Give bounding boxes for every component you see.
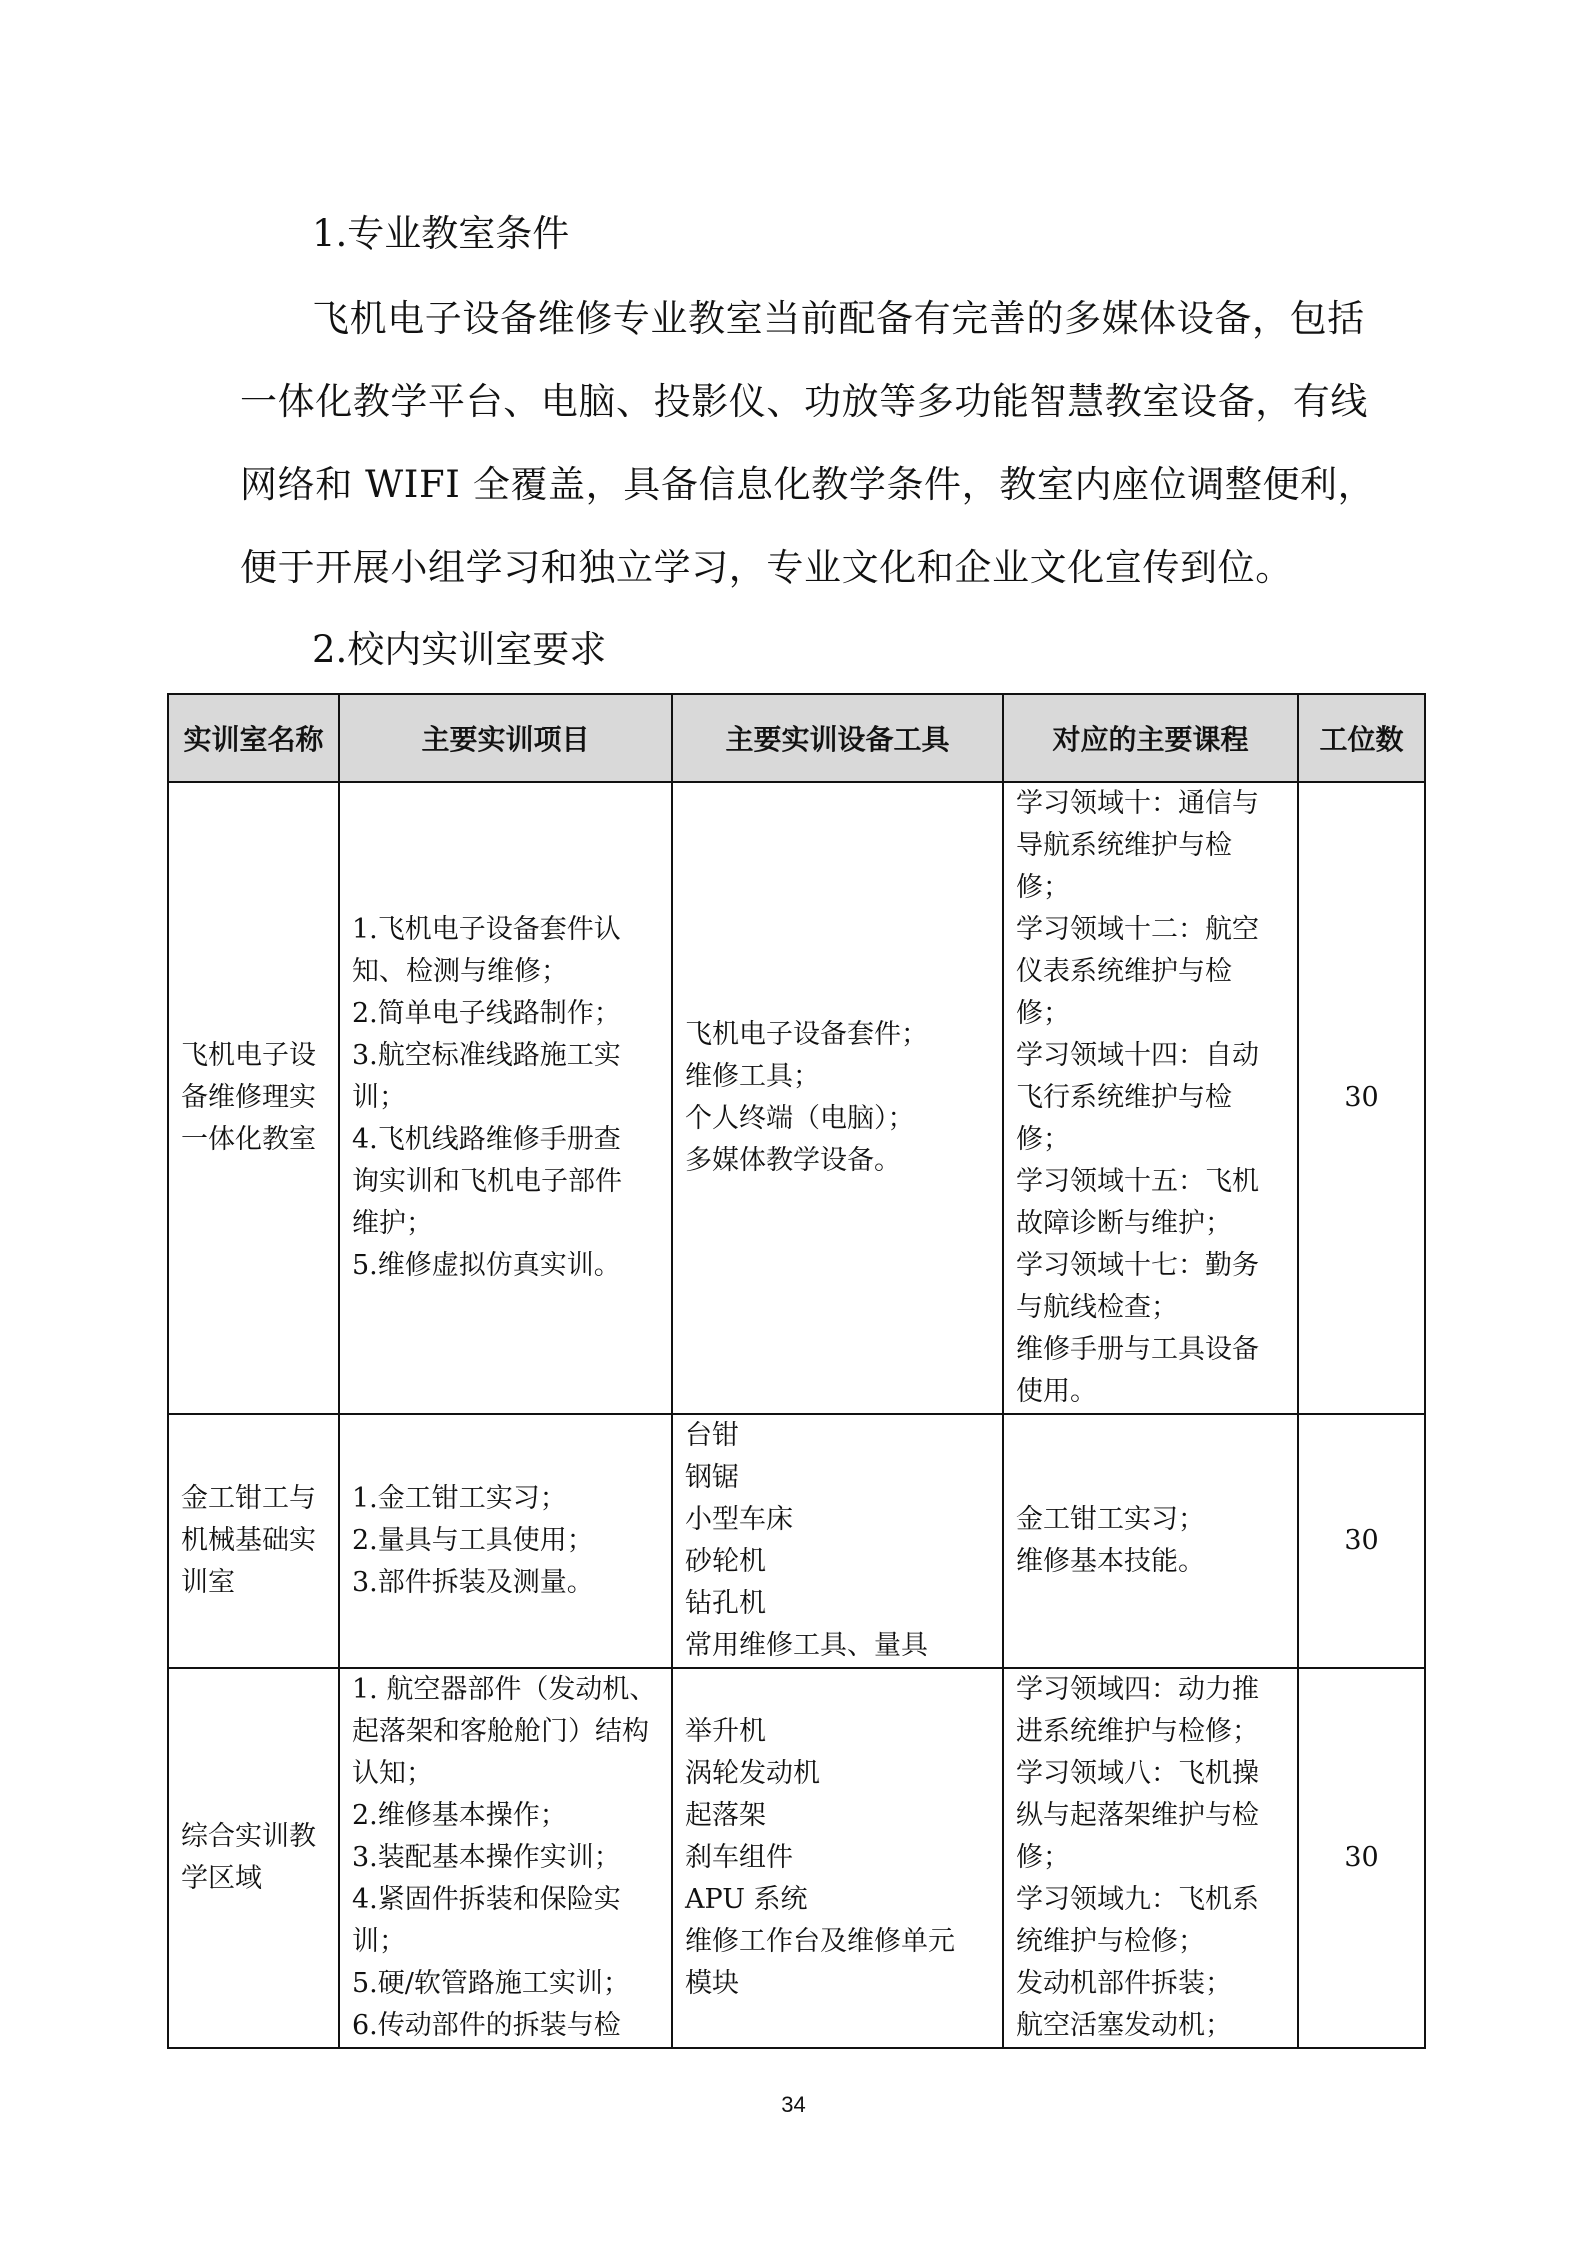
cell-line: 综合实训教 [181,1821,316,1852]
cell-line: 修； [1016,872,1070,903]
cell-workstations: 30 [1298,1668,1425,2048]
cell-line: 飞行系统维护与检 [1016,1082,1232,1113]
cell-line: 3.装配基本操作实训； [352,1842,621,1873]
cell-projects [339,1414,672,1668]
cell-line: 4.飞机线路维修手册查 [352,1124,621,1155]
header-main-projects: 主要实训项目 [339,694,672,782]
cell-line: 2.简单电子线路制作； [352,998,621,1029]
table-row [168,1668,1425,2048]
table-header-row [168,694,1425,782]
cell-line: 纵与起落架维护与检 [1016,1800,1259,1831]
cell-line: 2.量具与工具使用； [352,1525,594,1556]
cell-line: 仪表系统维护与检 [1016,956,1232,987]
paragraph-line-2: 一体化教学平台、电脑、投影仪、功放等多功能智慧教室设备，有线 [240,380,1368,423]
cell-line: 发动机部件拆装； [1016,1968,1232,1999]
cell-line: 机械基础实 [181,1525,316,1556]
cell-line: 模块 [685,1968,739,1999]
header-workstations: 工位数 [1298,694,1425,782]
cell-equipment [672,1668,1003,2048]
cell-line: 维修工具； [685,1061,820,1092]
cell-line: 维护； [352,1208,433,1239]
cell-line: 起落架和客舱舱门）结构 [352,1716,649,1747]
cell-line: 知、检测与维修； [352,956,568,987]
cell-room-name [168,782,339,1414]
cell-line: 金工钳工与 [181,1483,316,1514]
cell-line: 起落架 [685,1800,766,1831]
cell-line: 导航系统维护与检 [1016,830,1232,861]
table-row [168,782,1425,1414]
cell-line: 进系统维护与检修； [1016,1716,1259,1747]
cell-line: 飞机电子设备套件； [685,1019,928,1050]
cell-line: 2.维修基本操作； [352,1800,567,1831]
cell-courses [1003,1414,1298,1668]
section-2-heading: 2.校内实训室要求 [312,628,607,671]
cell-line: 学区域 [181,1863,262,1894]
cell-equipment [672,782,1003,1414]
cell-line: 航空活塞发动机； [1016,2010,1232,2041]
paragraph-line-4: 便于开展小组学习和独立学习，专业文化和企业文化宣传到位。 [240,546,1293,589]
cell-line: 砂轮机 [685,1546,766,1577]
cell-line: 3.航空标准线路施工实 [352,1040,621,1071]
cell-line: 训室 [181,1567,235,1598]
cell-line: 修； [1016,1124,1070,1155]
cell-room-name [168,1668,339,2048]
cell-line: 举升机 [685,1716,766,1747]
cell-line: 多媒体教学设备。 [685,1145,901,1176]
cell-line: 飞机电子设 [181,1040,316,1071]
cell-line: 学习领域九：飞机系 [1016,1884,1259,1915]
cell-line: 修； [1016,1842,1070,1873]
cell-line: 涡轮发动机 [685,1758,820,1789]
cell-line: 学习领域十四：自动 [1016,1040,1259,1071]
cell-line: 使用。 [1016,1376,1097,1407]
cell-room-name [168,1414,339,1668]
cell-projects [339,1668,672,2048]
cell-courses [1003,1668,1298,2048]
cell-line: 3.部件拆装及测量。 [352,1567,594,1598]
section-1-heading: 1.专业教室条件 [312,212,570,255]
cell-line: 小型车床 [685,1504,793,1535]
cell-line: 学习领域十：通信与 [1016,788,1259,819]
training-room-table [167,693,1426,2049]
cell-line: 金工钳工实习； [1016,1504,1205,1535]
cell-line: 1.飞机电子设备套件认 [352,914,621,945]
cell-courses [1003,782,1298,1414]
cell-equipment [672,1414,1003,1668]
cell-line: 学习领域八：飞机操 [1016,1758,1259,1789]
paragraph-line-1: 飞机电子设备维修专业教室当前配备有完善的多媒体设备，包括 [312,297,1365,340]
header-room-name: 实训室名称 [168,694,339,782]
cell-line: 统维护与检修； [1016,1926,1205,1957]
cell-line: 维修工作台及维修单元 [685,1926,955,1957]
cell-line: 钻孔机 [685,1588,766,1619]
cell-line: 与航线检查； [1016,1292,1178,1323]
cell-line: 学习领域十二：航空 [1016,914,1259,945]
table-row [168,1414,1425,1668]
cell-line: 维修基本技能。 [1016,1546,1205,1577]
cell-line: 台钳 [685,1420,739,1451]
cell-line: 4.紧固件拆装和保险实 [352,1884,621,1915]
cell-line: 询实训和飞机电子部件 [352,1166,622,1197]
cell-line: 修； [1016,998,1070,1029]
header-main-courses: 对应的主要课程 [1003,694,1298,782]
page-number: 34 [781,2092,806,2117]
cell-line: APU 系统 [685,1884,808,1915]
cell-workstations: 30 [1298,1414,1425,1668]
cell-line: 维修手册与工具设备 [1016,1334,1259,1365]
cell-projects [339,782,672,1414]
cell-line: 认知； [352,1758,433,1789]
cell-line: 学习领域十七：勤务 [1016,1250,1259,1281]
cell-line: 故障诊断与维护； [1016,1208,1232,1239]
cell-line: 5.维修虚拟仿真实训。 [352,1250,621,1281]
cell-line: 常用维修工具、量具 [685,1630,928,1661]
cell-line: 训； [352,1082,406,1113]
cell-line: 5.硬/软管路施工实训； [352,1968,630,1999]
cell-workstations: 30 [1298,782,1425,1414]
cell-line: 6.传动部件的拆装与检 [352,2010,621,2041]
cell-line: 学习领域十五：飞机 [1016,1166,1259,1197]
cell-line: 1.金工钳工实习； [352,1483,567,1514]
cell-line: 1. 航空器部件（发动机、 [352,1674,657,1705]
cell-line: 钢锯 [685,1462,739,1493]
cell-line: 一体化教室 [181,1124,316,1155]
header-main-equipment: 主要实训设备工具 [672,694,1003,782]
cell-line: 刹车组件 [685,1842,793,1873]
cell-line: 训； [352,1926,406,1957]
cell-line: 学习领域四：动力推 [1016,1674,1259,1705]
cell-line: 备维修理实 [181,1082,316,1113]
cell-line: 个人终端（电脑）； [685,1103,915,1134]
paragraph-line-3: 网络和 WIFI 全覆盖，具备信息化教学条件，教室内座位调整便利， [240,463,1376,506]
